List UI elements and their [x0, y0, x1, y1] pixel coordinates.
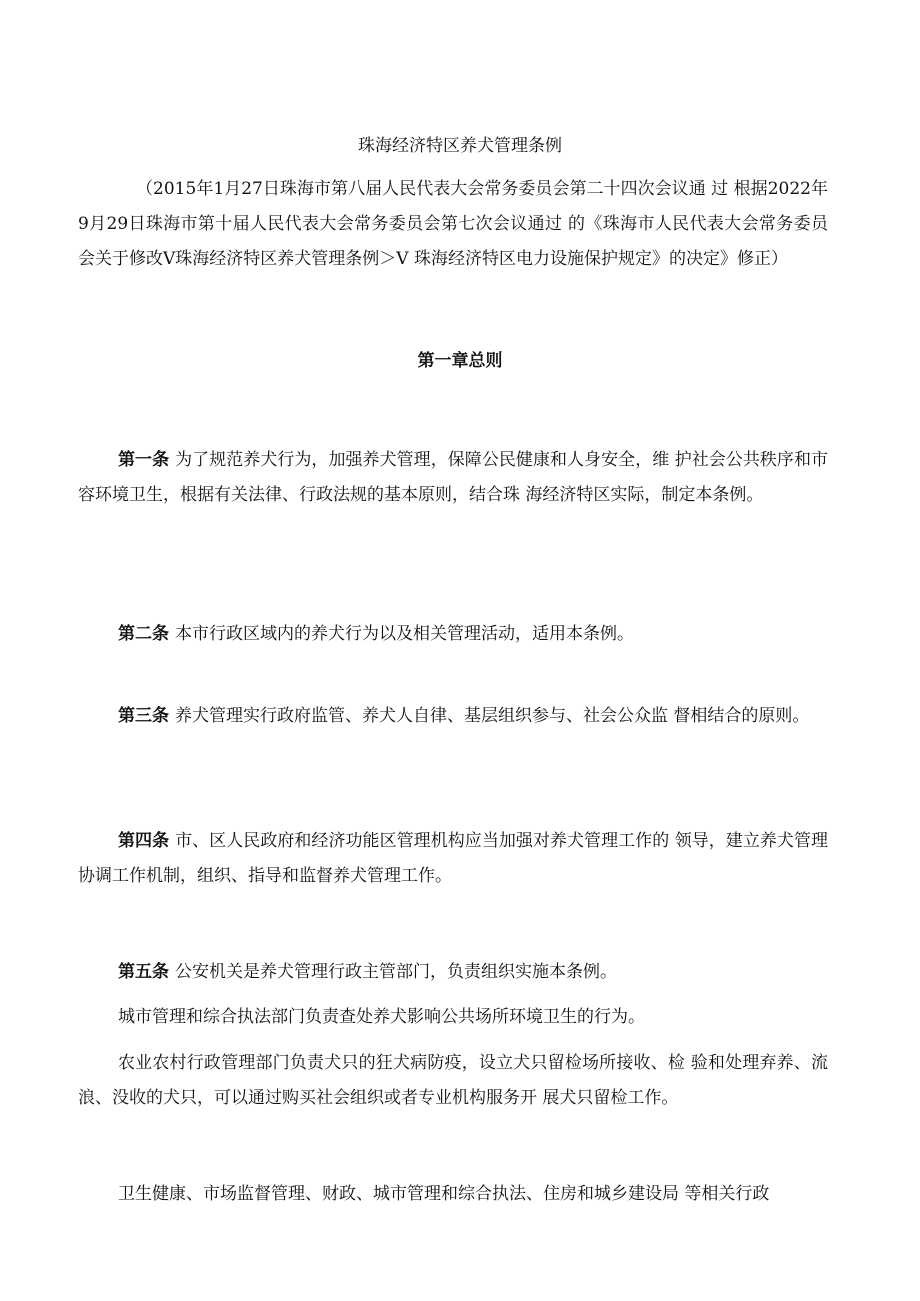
article-2-label: 第二条 [118, 624, 169, 644]
paragraph-agriculture: 农业农村行政管理部门负责犬只的狂犬病防疫，设立犬只留检场所接收、检 验和处理弃养、流浪、没收的犬只，可以通过购买社会组织或者专业机构服务开 展犬只留检工作。 [78, 1053, 828, 1108]
article-3-text: 养犬管理实行政府监管、养犬人自律、基层组织参与、社会公众监 督相结合的原则。 [175, 706, 810, 726]
article-1-label: 第一条 [118, 450, 170, 470]
article-1 [78, 443, 828, 513]
article-4-label: 第四条 [118, 831, 170, 851]
article-4 [78, 824, 828, 894]
article-5-label: 第五条 [118, 962, 169, 982]
article-4-text: 市、区人民政府和经济功能区管理机构应当加强对养犬管理工作的 领导，建立养犬管理协调工作机制，组织、指导和监督养犬管理工作。 [78, 831, 829, 886]
document-preamble: （2015年1月27日珠海市第八届人民代表大会常务委员会第二十四次会议通 过 根据2022年9月29日珠海市第十届人民代表大会常务委员会第七次会议通过 的《珠海市人民代表大会常务委员会关于修改V珠海经济特区养犬管理条例＞V 珠海经济特区电力设施保护规定》的决定》修正） [78, 179, 828, 269]
article-2-text: 本市行政区域内的养犬行为以及相关管理活动，适用本条例。 [175, 624, 634, 644]
article-3 [78, 699, 828, 734]
article-1-text: 为了规范养犬行为，加强养犬管理，保障公民健康和人身安全，维 护社会公共秩序和市容环境卫生，根据有关法律、行政法规的基本原则，结合珠 海经济特区实际，制定本条例。 [78, 450, 829, 505]
paragraph-health: 卫生健康、市场监督管理、财政、城市管理和综合执法、住房和城乡建设局 等相关行政 [118, 1184, 770, 1204]
document-title: 珠海经济特区养犬管理条例 [358, 136, 562, 156]
paragraph-city-management: 城市管理和综合执法部门负责查处养犬影响公共场所环境卫生的行为。 [118, 1007, 645, 1027]
article-2 [78, 617, 828, 652]
chapter-heading: 第一章总则 [417, 351, 503, 371]
article-5-text: 公安机关是养犬管理行政主管部门，负责组织实施本条例。 [175, 962, 617, 982]
article-5 [78, 955, 828, 990]
article-3-label: 第三条 [118, 706, 169, 726]
